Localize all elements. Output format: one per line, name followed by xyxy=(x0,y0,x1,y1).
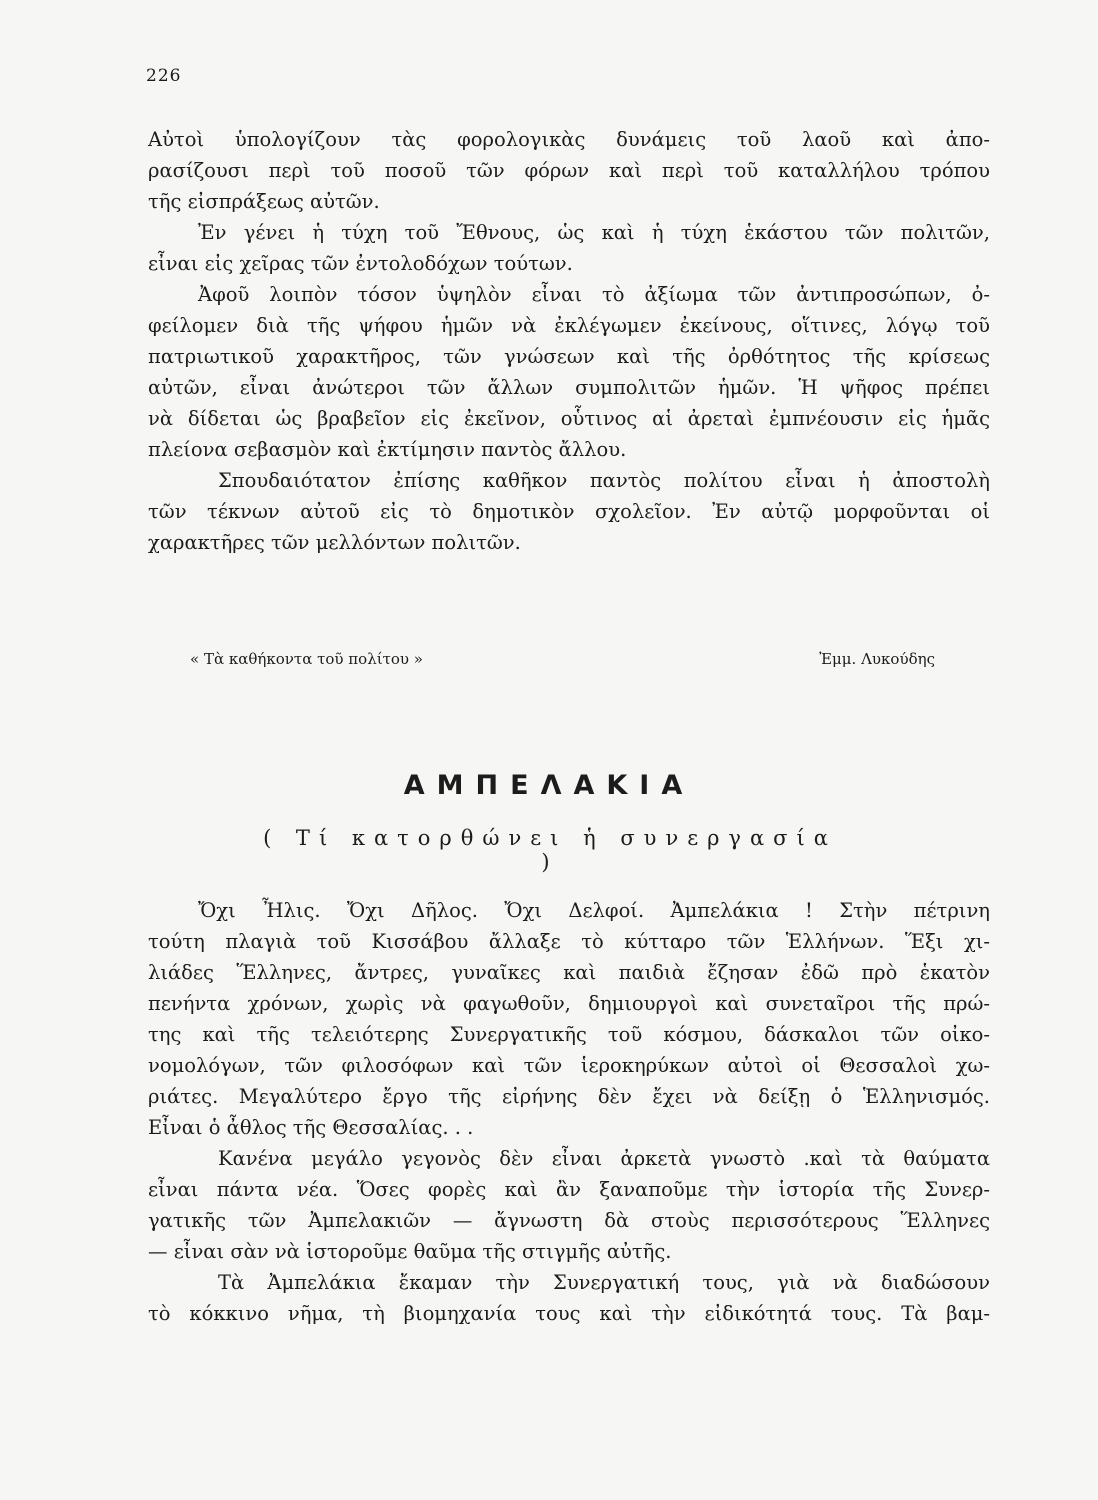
paragraph xyxy=(148,310,990,465)
text-line: πλείονα σεβασμὸν καὶ ἐκτίμησιν παντὸς ἄλλου. xyxy=(148,438,627,461)
text-line: τῶν τέκνων αὐτοῦ εἰς τὸ δημοτικὸν σχολεῖον. Ἐν αὐτῷ μορφοῦνται οἱ xyxy=(148,500,990,523)
paragraph xyxy=(148,124,990,217)
text-line: Ὄχι Ἦλις. Ὄχι Δῆλος. Ὄχι Δελφοί. Ἀμπελάκια ! Στὴν πέτρινη xyxy=(198,899,990,922)
civics-text-block xyxy=(148,124,990,558)
text-line: Σπουδαιότατον ἐπίσης καθῆκον παντὸς πολίτου εἶναι ἡ ἀποστολὴ xyxy=(218,469,990,492)
text-line: της καὶ τῆς τελειότερης Συνεργατικῆς τοῦ κόσμου, δάσκαλοι τῶν οἰκο- xyxy=(148,1023,990,1046)
text-line: γατικῆς τῶν Ἀμπελακιῶν — ἄγνωστη δὰ στοὺς περισσότερους Ἕλληνες xyxy=(148,1209,990,1232)
section-subtitle: ( Τί κατορθώνει ἡ συνεργασία ) xyxy=(263,826,837,874)
paragraph xyxy=(148,248,990,279)
text-line: νομολόγων, τῶν φιλοσόφων καὶ τῶν ἱεροκηρύκων αὐτοὶ οἱ Θεσσαλοὶ χω- xyxy=(148,1054,990,1077)
text-line: Αὐτοὶ ὑπολογίζουν τὰς φορολογικὰς δυνάμεις τοῦ λαοῦ καὶ ἀπο- xyxy=(148,128,990,151)
text-line: — εἶναι σὰν νὰ ἱστοροῦμε θαῦμα τῆς στιγμῆς αὐτῆς. xyxy=(148,1240,672,1263)
paragraph xyxy=(148,926,990,1143)
text-line: αὐτῶν, εἶναι ἀνώτεροι τῶν ἄλλων συμπολιτῶν ἡμῶν. Ἡ ψῆφος πρέπει xyxy=(148,376,990,399)
paragraph xyxy=(148,496,990,558)
text-line: εἶναι πάντα νέα. Ὅσες φορὲς καὶ ἂν ξαναποῦμε τὴν ἱστορία τῆς Συνερ- xyxy=(148,1178,990,1201)
ampelakia-text-block xyxy=(148,895,990,1329)
paragraph xyxy=(148,465,990,496)
text-line: Τὰ Ἀμπελάκια ἔκαμαν τὴν Συνεργατική τους, γιὰ νὰ διαδώσουν xyxy=(218,1271,990,1294)
paragraph xyxy=(148,217,990,248)
paragraph xyxy=(148,1143,990,1174)
paragraph xyxy=(148,1298,990,1329)
page-number: 226 xyxy=(146,66,182,86)
text-line: πατριωτικοῦ χαρακτῆρος, τῶν γνώσεων καὶ τῆς ὀρθότητος τῆς κρίσεως xyxy=(148,345,990,368)
text-line: φείλομεν διὰ τῆς ψήφου ἡμῶν νὰ ἐκλέγωμεν ἐκείνους, οἵτινες, λόγῳ τοῦ xyxy=(148,314,990,337)
text-line: Ἀφοῦ λοιπὸν τόσον ὑψηλὸν εἶναι τὸ ἀξίωμα τῶν ἀντιπροσώπων, ὀ- xyxy=(198,283,990,306)
text-line: ρασίζουσι περὶ τοῦ ποσοῦ τῶν φόρων καὶ περὶ τοῦ καταλλήλου τρόπου xyxy=(148,159,990,182)
text-line: Ἐν γένει ἡ τύχη τοῦ Ἔθνους, ὡς καὶ ἡ τύχη ἑκάστου τῶν πολιτῶν, xyxy=(198,221,990,244)
section-title: ΑΜΠΕΛΑΚΙΑ xyxy=(403,770,695,801)
text-line: τὸ κόκκινο νῆμα, τὴ βιομηχανία τους καὶ τὴν εἰδικότητά τους. Τὰ βαμ- xyxy=(148,1302,990,1325)
paragraph xyxy=(148,1174,990,1267)
text-line: νὰ δίδεται ὡς βραβεῖον εἰς ἐκεῖνον, οὗτινος αἱ ἀρεταὶ ἐμπνέουσιν εἰς ἡμᾶς xyxy=(148,407,990,430)
paragraph xyxy=(148,1267,990,1298)
attribution-source: « Τὰ καθήκοντα τοῦ πολίτου » xyxy=(190,650,423,668)
attribution-author: Ἐμμ. Λυκούδης xyxy=(819,650,935,668)
text-line: τῆς εἰσπράξεως αὐτῶν. xyxy=(148,190,380,213)
text-line: Κανένα μεγάλο γεγονὸς δὲν εἶναι ἀρκετὰ γνωστὸ .καὶ τὰ θαύματα xyxy=(218,1147,990,1170)
attribution xyxy=(190,650,935,668)
paragraph xyxy=(148,279,990,310)
text-line: ριάτες. Μεγαλύτερο ἔργο τῆς εἰρήνης δὲν ἔχει νὰ δείξῃ ὁ Ἑλληνισμός. xyxy=(148,1085,990,1108)
text-line: λιάδες Ἕλληνες, ἄντρες, γυναῖκες καὶ παιδιὰ ἔζησαν ἐδῶ πρὸ ἑκατὸν xyxy=(148,961,990,984)
paragraph xyxy=(148,895,990,926)
text-line: πενήντα χρόνων, χωρὶς νὰ φαγωθοῦν, δημιουργοὶ καὶ συνεταῖροι τῆς πρώ- xyxy=(148,992,990,1015)
text-line: Εἶναι ὁ ἆθλος τῆς Θεσσαλίας. . . xyxy=(148,1116,474,1139)
text-line: τούτη πλαγιὰ τοῦ Κισσάβου ἄλλαξε τὸ κύτταρο τῶν Ἑλλήνων. Ἕξι χι- xyxy=(148,930,990,953)
text-line: χαρακτῆρες τῶν μελλόντων πολιτῶν. xyxy=(148,531,521,554)
text-line: εἶναι εἰς χεῖρας τῶν ἐντολοδόχων τούτων. xyxy=(148,252,573,275)
